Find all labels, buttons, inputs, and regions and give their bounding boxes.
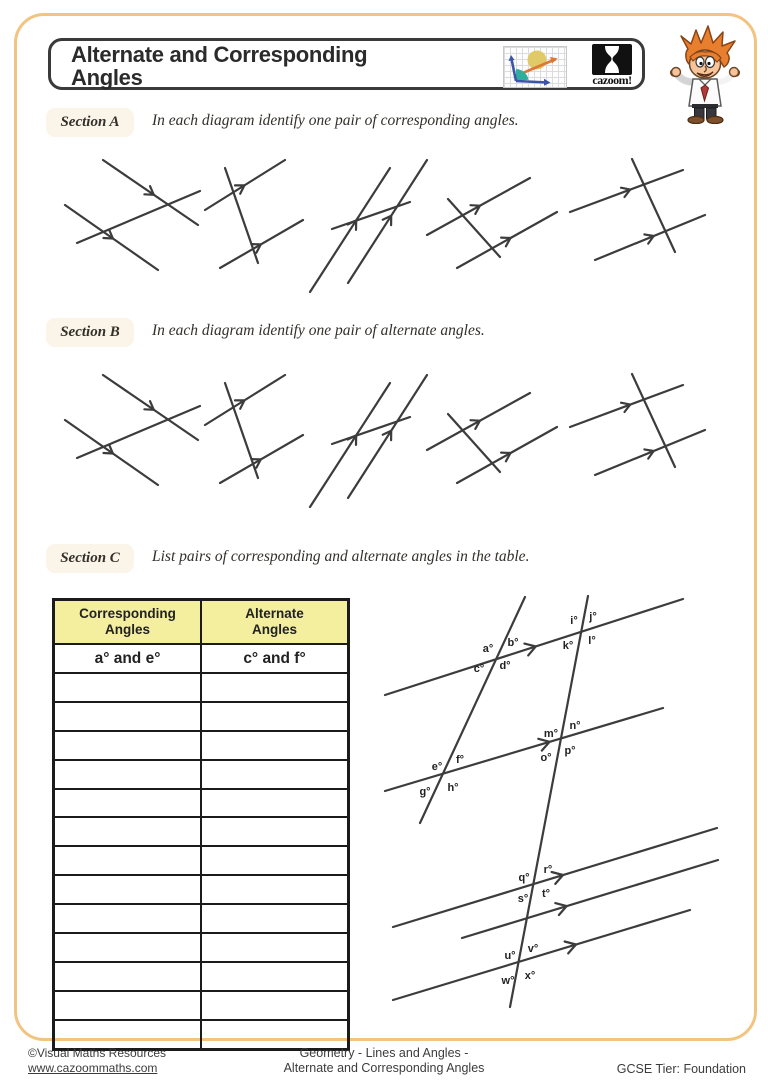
angle-table-empty-cell [201, 933, 349, 962]
corresponding-example-cell: a° and e° [54, 644, 202, 673]
angle-table-empty-cell [54, 846, 202, 875]
corresponding-angles-header: Corresponding Angles [54, 600, 202, 645]
topic-line-2: Alternate and Corresponding Angles [283, 1061, 485, 1075]
angle-table-empty-row [54, 789, 349, 818]
angle-table-empty-cell [54, 962, 202, 991]
section-a-instruction: In each diagram identify one pair of corresponding angles. [152, 112, 519, 129]
parallel-lines-diagram [198, 373, 308, 488]
angle-table-empty-cell [201, 991, 349, 1020]
angle-table-empty-cell [201, 846, 349, 875]
section-c-figure [385, 578, 760, 1030]
angle-table [52, 598, 350, 1051]
title-line-1: Alternate and Corresponding [71, 42, 368, 67]
copyright-text: ©Visual Maths Resources [28, 1046, 167, 1060]
angle-table-empty-cell [54, 1020, 202, 1049]
angle-table-empty-row [54, 991, 349, 1020]
angle-table-empty-row [54, 904, 349, 933]
angle-table-empty-row [54, 846, 349, 875]
section-b-diagrams [0, 363, 768, 523]
angle-table-body [54, 644, 349, 1049]
angle-table-empty-row [54, 817, 349, 846]
angle-label-a: a° [482, 643, 494, 655]
angle-table-empty-cell [201, 702, 349, 731]
angle-table-empty-row [54, 933, 349, 962]
angle-table-empty-row [54, 962, 349, 991]
title-box [48, 38, 645, 90]
section-b-instruction: In each diagram identify one pair of alternate angles. [152, 322, 485, 339]
angle-table-empty-cell [54, 991, 202, 1020]
parallel-lines-diagram [305, 375, 430, 515]
parallel-lines-diagram [565, 370, 710, 480]
angle-table-empty-cell [54, 789, 202, 818]
angle-label-r: r° [543, 864, 553, 876]
angle-table-empty-cell [54, 904, 202, 933]
angle-label-m: m° [543, 728, 559, 740]
angle-label-w: w° [501, 975, 515, 987]
angle-table-empty-row [54, 731, 349, 760]
topic-line-1: Geometry - Lines and Angles - [299, 1046, 469, 1060]
parallel-lines-diagram [305, 160, 430, 300]
cazoom-logo [583, 43, 641, 89]
geometry-angle-chart-icon [503, 46, 567, 88]
angle-table-empty-cell [54, 817, 202, 846]
angle-table-empty-row [54, 760, 349, 789]
parallel-lines-diagram [60, 155, 205, 300]
cazoom-logo-text: cazoom! [592, 73, 632, 87]
angle-table-empty-row [54, 1020, 349, 1049]
angle-table-header-row [54, 600, 349, 645]
angle-label-o: o° [540, 752, 552, 764]
alternate-example-cell: c° and f° [201, 644, 349, 673]
section-c-instruction: List pairs of corresponding and alternate angles in the table. [152, 548, 530, 565]
angle-table-empty-cell [54, 875, 202, 904]
angle-label-p: p° [564, 745, 576, 757]
angle-table-empty-cell [54, 673, 202, 702]
parallel-lines-diagram [425, 385, 560, 490]
parallel-lines-diagram [565, 155, 710, 265]
angle-table-empty-cell [201, 875, 349, 904]
angle-label-v: v° [527, 943, 539, 955]
angle-label-t: t° [541, 888, 551, 900]
angle-label-j: j° [589, 611, 597, 623]
angle-table-empty-cell [201, 904, 349, 933]
angle-table-empty-cell [201, 1020, 349, 1049]
angle-table-empty-cell [201, 789, 349, 818]
worksheet-title [71, 43, 367, 89]
angle-table-empty-row [54, 702, 349, 731]
angle-label-s: s° [517, 893, 529, 905]
angle-table-empty-cell [54, 760, 202, 789]
section-b-label: Section B [46, 318, 134, 347]
parallel-lines-diagram [385, 578, 760, 1030]
angle-label-l: l° [588, 635, 596, 647]
angle-label-k: k° [562, 640, 574, 652]
angle-label-g: g° [419, 786, 431, 798]
scientist-mascot [655, 24, 755, 124]
angle-table-example-row [54, 644, 349, 673]
angle-table-empty-cell [54, 933, 202, 962]
alternate-angles-header: Alternate Angles [201, 600, 349, 645]
section-c-label: Section C [46, 544, 134, 573]
title-line-2: Angles [71, 65, 143, 90]
angle-label-x: x° [524, 970, 536, 982]
angle-label-u: u° [504, 950, 516, 962]
parallel-lines-diagram [198, 158, 308, 273]
angle-label-c: c° [473, 663, 485, 675]
angle-label-b: b° [507, 637, 519, 649]
angle-table-empty-cell [201, 760, 349, 789]
angle-table-empty-cell [201, 673, 349, 702]
angle-label-e: e° [431, 761, 443, 773]
angle-table-empty-row [54, 673, 349, 702]
section-a-diagrams [0, 148, 768, 308]
footer-tier: GCSE Tier: Foundation [616, 1062, 746, 1076]
angle-table-empty-cell [201, 731, 349, 760]
angle-table-empty-cell [201, 962, 349, 991]
section-a-label: Section A [46, 108, 134, 137]
angle-label-f: f° [455, 754, 465, 766]
angle-label-d: d° [499, 660, 511, 672]
parallel-lines-diagram [425, 170, 560, 275]
angle-label-n: n° [569, 720, 581, 732]
parallel-lines-diagram [60, 370, 205, 515]
angle-table-empty-row [54, 875, 349, 904]
cazoommaths-link[interactable]: www.cazoommaths.com [28, 1061, 158, 1075]
cazoom-hourglass-icon [592, 44, 632, 75]
angle-label-i: i° [570, 615, 578, 627]
angle-table-empty-cell [201, 817, 349, 846]
angle-label-q: q° [518, 872, 530, 884]
angle-label-h: h° [447, 782, 459, 794]
angle-table-empty-cell [54, 702, 202, 731]
angle-table-empty-cell [54, 731, 202, 760]
